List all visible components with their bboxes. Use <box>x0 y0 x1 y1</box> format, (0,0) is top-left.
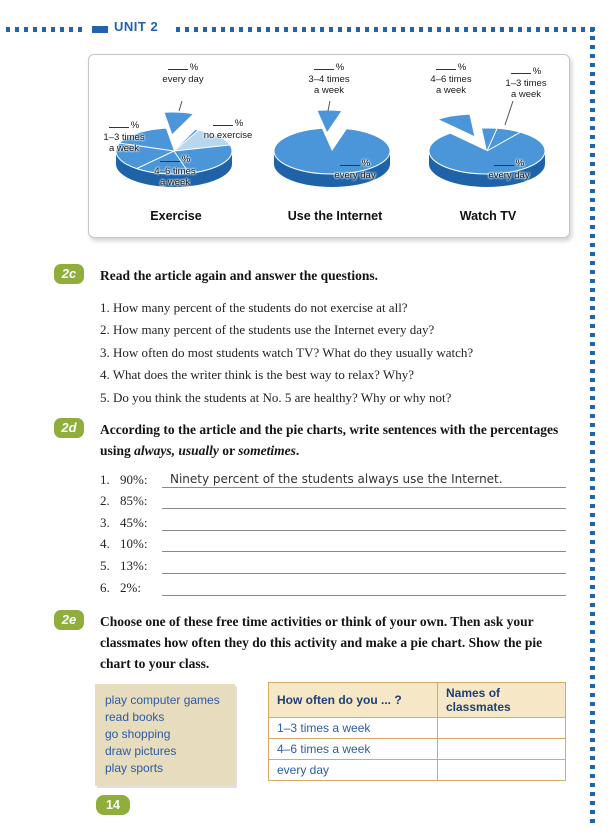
table-cell-empty <box>438 718 566 739</box>
answer-line <box>162 574 566 596</box>
instruction-italic: always, usually <box>134 443 219 458</box>
pie-label-1-3-times: % 1–3 times a week <box>103 120 145 154</box>
table-cell: 1–3 times a week <box>269 718 438 739</box>
instruction-text: or <box>218 443 239 458</box>
activities-box <box>95 684 235 786</box>
item-percent: 90%: <box>120 471 148 487</box>
right-dotted-line <box>590 27 595 828</box>
item-percent: 10%: <box>120 536 148 552</box>
table-header-cell: Names of classmates <box>438 683 566 718</box>
blank-line <box>168 61 188 70</box>
answer-line <box>162 509 566 531</box>
instruction-italic: sometimes <box>238 443 296 458</box>
table-row <box>269 739 566 760</box>
activity-item: play sports <box>105 761 164 775</box>
item-percent: 45%: <box>120 514 148 530</box>
pie-label-every-day: % every day <box>162 62 204 85</box>
item-number: 6. <box>100 579 110 595</box>
answer-line <box>162 531 566 553</box>
classmates-table <box>268 682 566 781</box>
item-number: 2. <box>100 493 110 509</box>
blank-line <box>511 65 531 74</box>
instruction-text: . <box>295 443 300 458</box>
question-item: 3. How often do most students watch TV? What do they usually watch? <box>100 344 474 360</box>
blank-line <box>109 119 129 128</box>
pie-charts-panel <box>88 54 570 238</box>
blank-line <box>340 157 360 166</box>
item-percent: 85%: <box>120 493 148 509</box>
instruction-text: According to the article and the pie charts, write sentences with the percentages using <box>100 422 559 458</box>
pointer-line <box>179 101 182 111</box>
table-cell: 4–6 times a week <box>269 739 438 760</box>
item-number: 1. <box>100 471 110 487</box>
question-item: 5. Do you think the students at No. 5 are healthy? Why or why not? <box>100 389 452 405</box>
pointer-line <box>328 101 330 111</box>
pie-chart-internet <box>259 59 411 235</box>
blank-line <box>160 153 180 162</box>
section-2d-instruction <box>100 419 566 461</box>
pie-chart-exercise <box>95 59 257 235</box>
pie-title: Use the Internet <box>287 209 383 223</box>
pie-label-every-day: % every day <box>488 158 530 181</box>
fill-item <box>100 509 566 531</box>
unit-marker-bar <box>92 26 108 33</box>
table-cell-empty <box>438 739 566 760</box>
pie-label-every-day: % every day <box>334 158 376 181</box>
question-item: 1. How many percent of the students do not exercise at all? <box>100 300 408 315</box>
section-2c-instruction: Read the article again and answer the questions. <box>100 268 379 283</box>
table-row <box>269 760 566 781</box>
top-dotted-line-left <box>6 27 86 32</box>
page-number-badge: 14 <box>96 795 130 815</box>
fill-item <box>100 552 566 574</box>
table-cell: every day <box>269 760 438 781</box>
fill-in-list <box>100 466 566 596</box>
pie-label-4-6-times: % 4–6 times a week <box>154 154 196 188</box>
blank-line <box>213 117 233 126</box>
activity-item: read books <box>105 710 165 724</box>
activity-item: draw pictures <box>105 744 177 758</box>
activity-item: go shopping <box>105 727 171 741</box>
answer-line <box>162 466 566 488</box>
pie-label-no-exercise: % no exercise <box>203 118 253 141</box>
blank-line <box>436 61 456 70</box>
section-2d-badge: 2d <box>54 418 84 438</box>
pie-chart-watch-tv <box>411 59 565 235</box>
handwritten-answer: Ninety percent of the students always use the Internet. <box>170 471 503 486</box>
question-item: 4. What does the writer think is the best way to relax? Why? <box>100 367 414 383</box>
table-row <box>269 718 566 739</box>
table-header-row <box>269 683 566 718</box>
pie-title: Exercise <box>150 209 202 223</box>
item-number: 3. <box>100 514 110 530</box>
activity-item: play computer games <box>105 693 220 707</box>
fill-item <box>100 574 566 596</box>
item-percent: 13%: <box>120 557 148 573</box>
section-2c-badge: 2c <box>54 264 84 284</box>
fill-item <box>100 466 566 488</box>
section-2e-instruction: Choose one of these free time activities or think of your own. Then ask your classmates how often they do this activity and make a pie chart. Show the pie chart to your class. <box>100 614 543 671</box>
answer-line <box>162 488 566 510</box>
item-percent: 2%: <box>120 579 141 595</box>
table-header-cell: How often do you ... ? <box>269 683 438 718</box>
pie-label-1-3-times: % 1–3 times a week <box>505 66 547 100</box>
item-number: 5. <box>100 557 110 573</box>
pie-label-3-4-times: % 3–4 times a week <box>308 62 350 96</box>
pie-title: Watch TV <box>459 209 517 223</box>
answer-line <box>162 552 566 574</box>
question-list <box>100 297 570 409</box>
top-dotted-line-right <box>176 27 594 32</box>
item-number: 4. <box>100 536 110 552</box>
blank-line <box>314 61 334 70</box>
table-cell-empty <box>438 760 566 781</box>
unit-label: UNIT 2 <box>114 19 159 34</box>
section-2e-badge: 2e <box>54 610 84 630</box>
pointer-line <box>505 101 513 125</box>
question-item: 2. How many percent of the students use the Internet every day? <box>100 322 435 338</box>
pie-label-4-6-times: % 4–6 times a week <box>430 62 472 96</box>
fill-item <box>100 531 566 553</box>
fill-item <box>100 488 566 510</box>
blank-line <box>494 157 514 166</box>
